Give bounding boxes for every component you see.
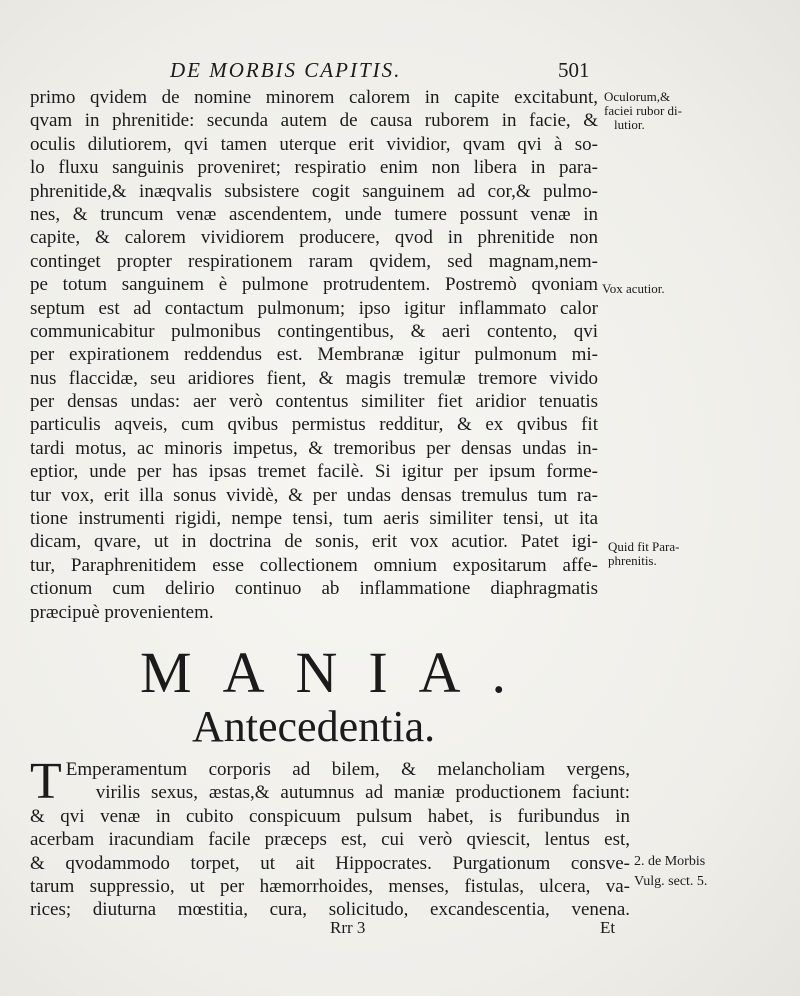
text-line: tur vox, erit illa sonus vividè, & per undas densas tremulus tum ra- bbox=[30, 484, 598, 506]
margin-note-line: 2. de Morbis bbox=[634, 854, 706, 869]
running-header bbox=[170, 58, 600, 83]
text-line: pe totum sanguinem è pulmone protrudentem. Postremò qvoniam bbox=[30, 274, 598, 296]
margin-note-line: Vulg. sect. 5. bbox=[634, 874, 708, 889]
text-line: capite, & calorem vividiorem producere, qvod in phrenitide non bbox=[30, 227, 598, 249]
margin-note-line: Quid fit Para- bbox=[608, 539, 680, 554]
text-line: T Emperamentum corporis ad bilem, & melancholiam vergens, bbox=[30, 753, 630, 810]
text-line: & qvi venæ in cubito conspicuum pulsum habet, is furibundus in bbox=[30, 805, 630, 827]
text-line: tardi motus, ac minoris impetus, & tremoribus per densas undas in- bbox=[30, 437, 598, 459]
catchword: Et bbox=[600, 918, 616, 937]
signature-mark: Rrr 3 bbox=[330, 918, 366, 937]
margin-note-vox bbox=[602, 282, 665, 296]
margin-note-line: phrenitis. bbox=[608, 553, 657, 568]
text-line: continget propter respirationem raram qvidem, sed magnam,nem- bbox=[30, 250, 598, 272]
text-line: lo fluxu sanguinis proveniret; respiratio enim non libera in para- bbox=[30, 157, 598, 179]
section-text-block bbox=[30, 753, 630, 922]
text-line: rices; diuturna mœstitia, cura, solicitudo, excandescentia, venena. bbox=[30, 899, 630, 921]
text-line: per densas undas: aer verò contentus similiter fiet aridior tenuatis bbox=[30, 391, 598, 413]
margin-note-line: lutior. bbox=[614, 117, 645, 132]
text-line: virilis sexus, æstas,& autumnus ad maniæ productionem faciunt: bbox=[95, 782, 630, 804]
text-line: ctionum cum delirio continuo ab inflammatione diaphragmatis bbox=[30, 578, 598, 600]
text-line: acerbam iracundiam facile præceps est, cui verò qviescit, lentus est, bbox=[30, 829, 630, 851]
main-text-block bbox=[30, 86, 598, 624]
margin-note-oculorum bbox=[604, 90, 682, 132]
text-line: primo qvidem de nomine minorem calorem in capite excitabunt, bbox=[30, 87, 598, 108]
section-heading: MANIA. bbox=[140, 640, 538, 705]
margin-note-line: Vox acutior. bbox=[602, 281, 665, 296]
text-line: nus flaccidæ, seu aridiores fient, & magis tremulæ tremore vivido bbox=[30, 367, 598, 389]
text-line: præcipuè provenientem. bbox=[30, 601, 214, 623]
text-line: communicabitur pulmonibus contingentibus, & aeri contento, qvi bbox=[30, 320, 598, 342]
page-number: 501 bbox=[558, 58, 590, 82]
text-line: qvam in phrenitide: secunda autem de causa ruborem in facie, & bbox=[30, 110, 598, 132]
margin-note-line: Oculorum,& bbox=[604, 89, 671, 104]
margin-note-line: faciei rubor di- bbox=[604, 103, 682, 118]
text-line: & qvodammodo torpet, ut ait Hippocrates. Purgationum consve- bbox=[30, 852, 630, 874]
text-line: eptior, unde per has ipsas tremet facilè. Si igitur per ipsum forme- bbox=[30, 461, 598, 483]
text-line: tarum suppressio, ut per hæmorrhoides, menses, fistulas, ulcera, va- bbox=[30, 875, 630, 897]
drop-cap: T bbox=[30, 753, 62, 810]
text-line: septum est ad contactum pulmonum; ipso igitur inflammato calor bbox=[30, 297, 598, 319]
running-title: DE MORBIS CAPITIS. bbox=[170, 58, 402, 82]
margin-note-hippocrates bbox=[634, 852, 707, 892]
text-line: nes, & truncum venæ ascendentem, unde tumere possunt venæ in bbox=[30, 203, 598, 225]
margin-note-paraphrenitis bbox=[608, 540, 679, 568]
section-subheading: Antecedentia. bbox=[192, 702, 436, 751]
text-line: tur, Paraphrenitidem esse collectionem omnium expositarum affe- bbox=[30, 554, 598, 576]
text-line: dicam, qvare, ut in doctrina de sonis, erit vox acutior. Patet igi- bbox=[30, 531, 598, 553]
text-line: phrenitide,& inæqvalis subsistere cogit sanguinem ad cor,& pulmo- bbox=[30, 180, 598, 202]
text-line: tione instrumenti rigidi, nempe tensi, tum aeris similiter tensi, ut ita bbox=[30, 508, 598, 530]
text-line: per expirationem reddendus est. Membranæ igitur pulmonum mi- bbox=[30, 344, 598, 366]
text-line: particulis aqveis, cum qvibus permistus redditur, & ex qvibus fit bbox=[30, 414, 598, 436]
text-line: oculis dilutiorem, qvi tamen uterque erit vividior, qvam qvi à so- bbox=[30, 133, 598, 155]
